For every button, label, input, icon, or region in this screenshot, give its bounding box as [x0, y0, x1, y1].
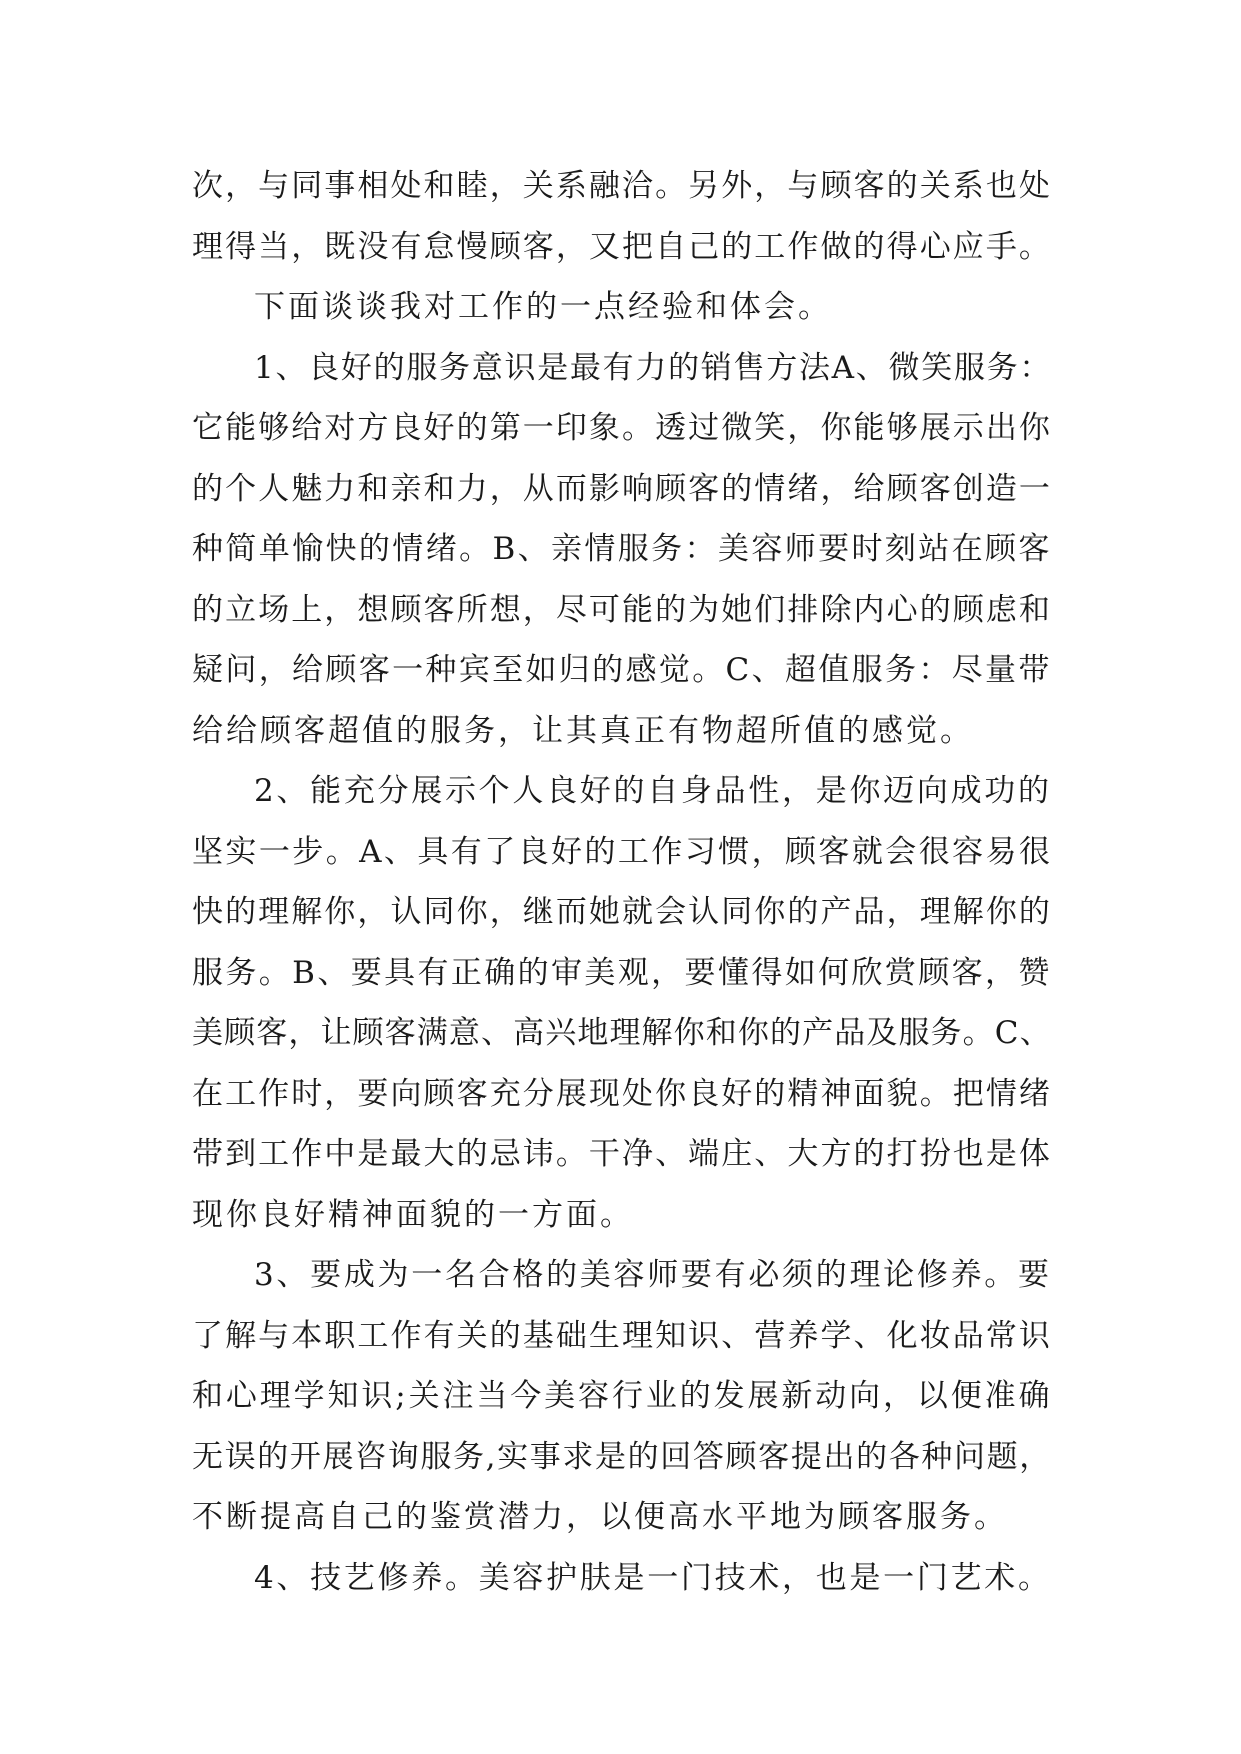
text-line: 不断提高自己的鉴赏潜力，以便高水平地为顾客服务。	[192, 1499, 1008, 1535]
text-line: 坚实一步。A、具有了良好的工作习惯，顾客就会很容易很	[192, 833, 1053, 870]
text-line: 了解与本职工作有关的基础生理知识、营养学、化妆品常识	[192, 1317, 1052, 1354]
text-line: 的立场上，想顾客所想，尽可能的为她们排除内心的顾虑和	[192, 591, 1052, 628]
text-line: 它能够给对方良好的第一印象。透过微笑，你能够展示出你	[192, 410, 1052, 446]
text-line: 带到工作中是最大的忌讳。干净、端庄、大方的打扮也是体	[192, 1136, 1052, 1172]
text-line: 美顾客，让顾客满意、高兴地理解你和你的产品及服务。C、	[192, 1015, 1052, 1051]
text-line: 给给顾客超值的服务，让其真正有物超所值的感觉。	[192, 712, 974, 749]
text-line: 理得当，既没有怠慢顾客，又把自己的工作做的得心应手。	[192, 228, 1052, 265]
text-line: 4、技艺修养。美容护肤是一门技术，也是一门艺术。	[254, 1559, 1052, 1596]
text-line: 3、要成为一名合格的美容师要有必须的理论修养。要	[254, 1257, 1052, 1293]
body-text	[192, 156, 1052, 1608]
text-line: 下面谈谈我对工作的一点经验和体会。	[254, 289, 832, 325]
text-line: 无误的开展咨询服务,实事求是的回答顾客提出的各种问题，	[192, 1438, 1052, 1475]
text-line: 在工作时，要向顾客充分展现处你良好的精神面貌。把情绪	[192, 1075, 1052, 1112]
text-line: 1、良好的服务意识是最有力的销售方法A、微笑服务：	[254, 349, 1053, 386]
text-line: 的个人魅力和亲和力，从而影响顾客的情绪，给顾客创造一	[192, 470, 1052, 507]
text-line: 疑问，给顾客一种宾至如归的感觉。C、超值服务：尽量带	[192, 652, 1052, 688]
text-line: 快的理解你，认同你，继而她就会认同你的产品，理解你的	[192, 894, 1052, 930]
text-line: 种简单愉快的情绪。B、亲情服务：美容师要时刻站在顾客	[192, 531, 1052, 567]
text-line: 现你良好精神面貌的一方面。	[192, 1196, 634, 1233]
text-line: 2、能充分展示个人良好的自身品性，是你迈向成功的	[254, 773, 1052, 809]
text-line: 服务。B、要具有正确的审美观，要懂得如何欣赏顾客，赞	[192, 954, 1052, 991]
text-line: 和心理学知识;关注当今美容行业的发展新动向，以便准确	[192, 1378, 1053, 1414]
text-line: 次，与同事相处和睦，关系融洽。另外，与顾客的关系也处	[192, 168, 1052, 204]
